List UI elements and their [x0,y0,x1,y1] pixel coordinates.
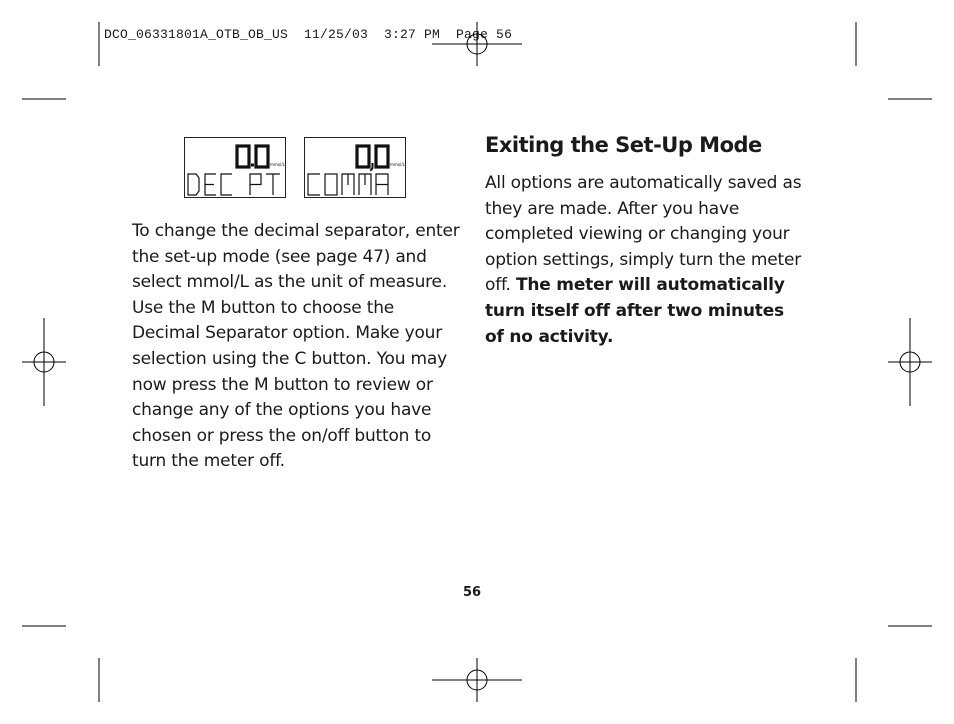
section-heading: Exiting the Set-Up Mode [485,133,762,157]
exit-setup-bold-text: The meter will automatically turn itself off after two minutes of no activity. [485,275,785,347]
decimal-separator-instructions: To change the decimal separator, enter the set-up mode (see page 47) and select mmol/L as the unit of measure. Use the M button to choose the Decimal Separator option. Make your selection using the C button. You may now press the M button to review or change any of the options you have chosen or press the on/off button to turn the meter off. [132,221,460,472]
exit-setup-regular-text: All options are automatically saved as they are made. After you have completed viewing or changing your option settings, simply turn the meter off. [485,173,802,296]
page-number: 56 [463,585,482,600]
registration-mark-top [432,22,522,66]
registration-mark-right [888,318,932,406]
lcd-segments-dec-pt [185,138,285,197]
registration-mark-left [22,318,66,406]
lcd-unit-label: mmol/L [270,162,285,167]
lcd-display-comma [304,137,406,198]
registration-mark-bottom [432,658,522,702]
lcd-unit-label: mmol/L [390,162,405,167]
printer-slug: DCO_06331801A_OTB_OB_US 11/25/03 3:27 PM Page 56 [104,27,513,42]
lcd-segments-comma [305,138,405,197]
lcd-display-dec-pt [184,137,286,198]
exit-setup-paragraph [485,171,805,350]
